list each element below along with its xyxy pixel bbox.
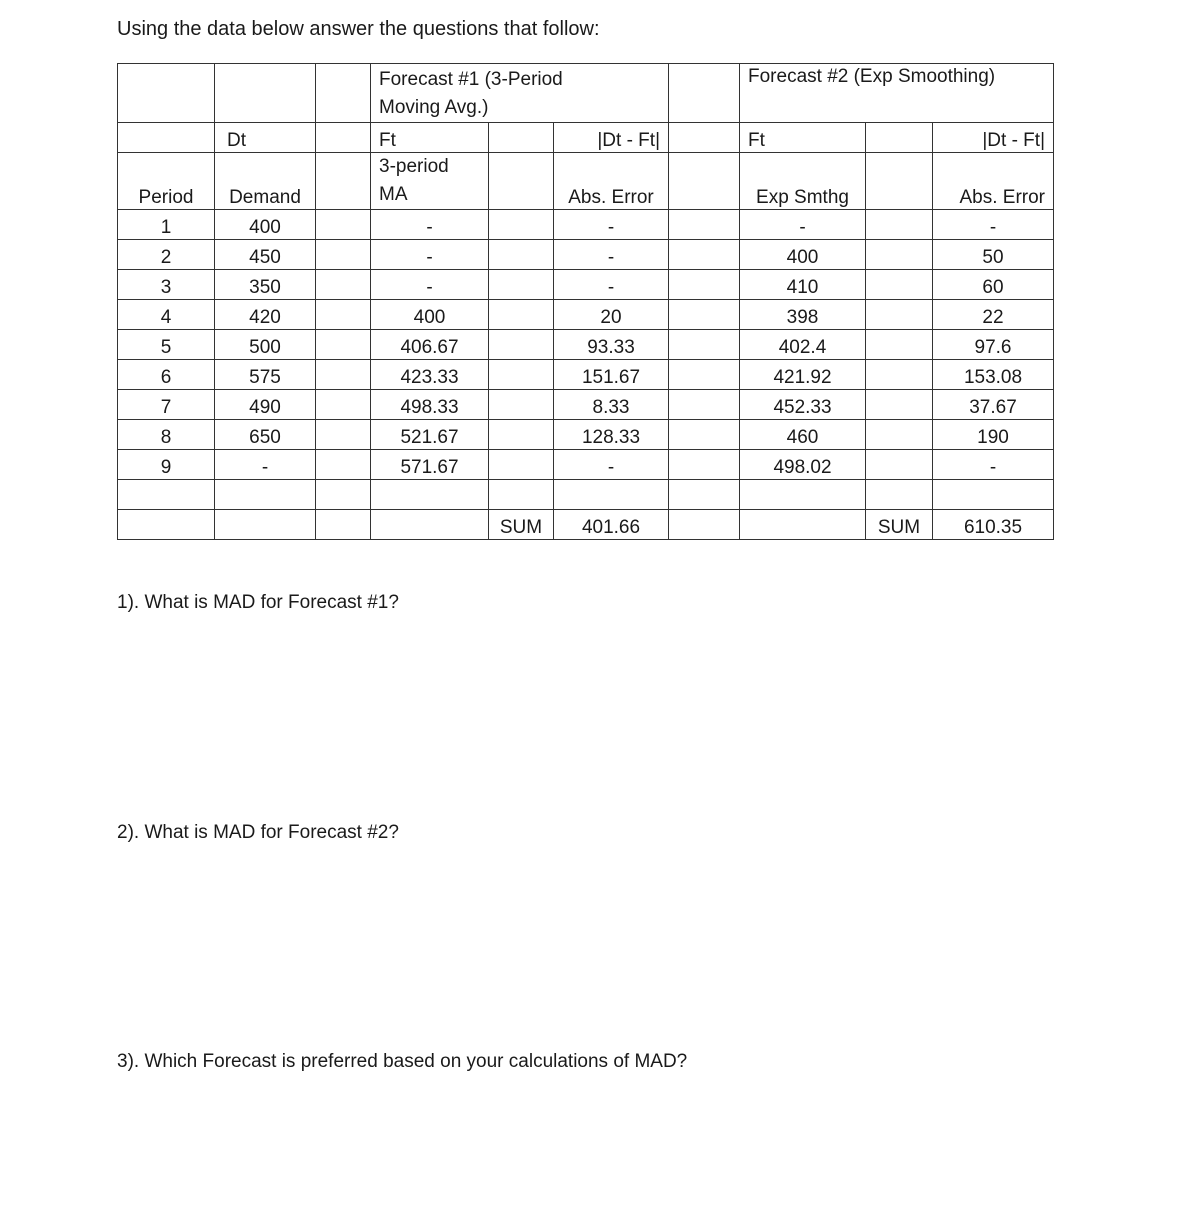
question-1: 1). What is MAD for Forecast #1?: [117, 592, 399, 613]
table-row: [118, 420, 1054, 450]
abs2-header: |Dt - Ft|: [933, 123, 1054, 153]
abs-error2-cell: 60: [933, 270, 1054, 300]
exp-smthg-cell: 421.92: [740, 360, 866, 390]
exp-smthg-header: Exp Smthg: [740, 153, 866, 210]
abs1-header: |Dt - Ft|: [554, 123, 669, 153]
abs-error2-header: Abs. Error: [933, 153, 1054, 210]
period-header: Period: [118, 153, 215, 210]
abs-error1-cell: -: [554, 450, 669, 480]
exp-smthg-cell: 460: [740, 420, 866, 450]
forecast1-title: Forecast #1 (3-Period Moving Avg.): [371, 64, 669, 123]
period-cell: 3: [118, 270, 215, 300]
period-cell: 1: [118, 210, 215, 240]
table-row: [118, 270, 1054, 300]
demand-cell: 650: [215, 420, 316, 450]
period-cell: 8: [118, 420, 215, 450]
sum-row: [118, 510, 1054, 540]
demand-cell: 500: [215, 330, 316, 360]
ma-cell: -: [371, 270, 489, 300]
exp-smthg-cell: 452.33: [740, 390, 866, 420]
exp-smthg-cell: -: [740, 210, 866, 240]
intro-text: Using the data below answer the questions that follow:: [117, 18, 600, 40]
question-3: 3). Which Forecast is preferred based on your calculations of MAD?: [117, 1051, 688, 1072]
sum-value-1: 401.66: [554, 510, 669, 540]
abs-error2-cell: 97.6: [933, 330, 1054, 360]
period-cell: 4: [118, 300, 215, 330]
abs-error2-cell: 22: [933, 300, 1054, 330]
ma-cell: 571.67: [371, 450, 489, 480]
ma-cell: -: [371, 240, 489, 270]
ma-cell: 521.67: [371, 420, 489, 450]
abs-error1-cell: 8.33: [554, 390, 669, 420]
exp-smthg-cell: 398: [740, 300, 866, 330]
period-cell: 9: [118, 450, 215, 480]
abs-error1-cell: 20: [554, 300, 669, 330]
header-row-labels: [118, 123, 1054, 153]
abs-error2-cell: -: [933, 210, 1054, 240]
ma-cell: 498.33: [371, 390, 489, 420]
question-2: 2). What is MAD for Forecast #2?: [117, 822, 399, 843]
demand-cell: 420: [215, 300, 316, 330]
abs-error2-cell: 153.08: [933, 360, 1054, 390]
abs-error2-cell: 50: [933, 240, 1054, 270]
demand-header: Demand: [215, 153, 316, 210]
table-row: [118, 330, 1054, 360]
sum-label-2: SUM: [866, 510, 933, 540]
ft2-header: Ft: [740, 123, 866, 153]
blank-row: [118, 480, 1054, 510]
period-cell: 7: [118, 390, 215, 420]
abs-error1-cell: -: [554, 240, 669, 270]
period-cell: 2: [118, 240, 215, 270]
header-row-columns: [118, 153, 1054, 210]
table-row: [118, 210, 1054, 240]
table-row: [118, 360, 1054, 390]
abs-error2-cell: -: [933, 450, 1054, 480]
ma-cell: 406.67: [371, 330, 489, 360]
demand-cell: 575: [215, 360, 316, 390]
ma-cell: 400: [371, 300, 489, 330]
abs-error1-cell: 128.33: [554, 420, 669, 450]
sum-label-1: SUM: [489, 510, 554, 540]
ma-header: 3-period MA: [371, 153, 489, 210]
demand-cell: 450: [215, 240, 316, 270]
table-row: [118, 240, 1054, 270]
table-row: [118, 450, 1054, 480]
forecast2-title: Forecast #2 (Exp Smoothing): [740, 64, 1054, 123]
table-row: [118, 390, 1054, 420]
abs-error1-cell: 93.33: [554, 330, 669, 360]
abs-error2-cell: 190: [933, 420, 1054, 450]
demand-cell: 490: [215, 390, 316, 420]
demand-cell: -: [215, 450, 316, 480]
period-cell: 6: [118, 360, 215, 390]
abs-error1-cell: -: [554, 270, 669, 300]
table-row: [118, 300, 1054, 330]
demand-cell: 350: [215, 270, 316, 300]
abs-error1-header: Abs. Error: [554, 153, 669, 210]
abs-error1-cell: -: [554, 210, 669, 240]
abs-error2-cell: 37.67: [933, 390, 1054, 420]
dt-header: Dt: [215, 123, 316, 153]
period-cell: 5: [118, 330, 215, 360]
abs-error1-cell: 151.67: [554, 360, 669, 390]
ma-cell: -: [371, 210, 489, 240]
ft1-header: Ft: [371, 123, 489, 153]
exp-smthg-cell: 400: [740, 240, 866, 270]
ma-cell: 423.33: [371, 360, 489, 390]
demand-cell: 400: [215, 210, 316, 240]
forecast-table: [117, 63, 1054, 540]
exp-smthg-cell: 402.4: [740, 330, 866, 360]
sum-value-2: 610.35: [933, 510, 1054, 540]
header-row-titles: [118, 64, 1054, 123]
exp-smthg-cell: 498.02: [740, 450, 866, 480]
exp-smthg-cell: 410: [740, 270, 866, 300]
